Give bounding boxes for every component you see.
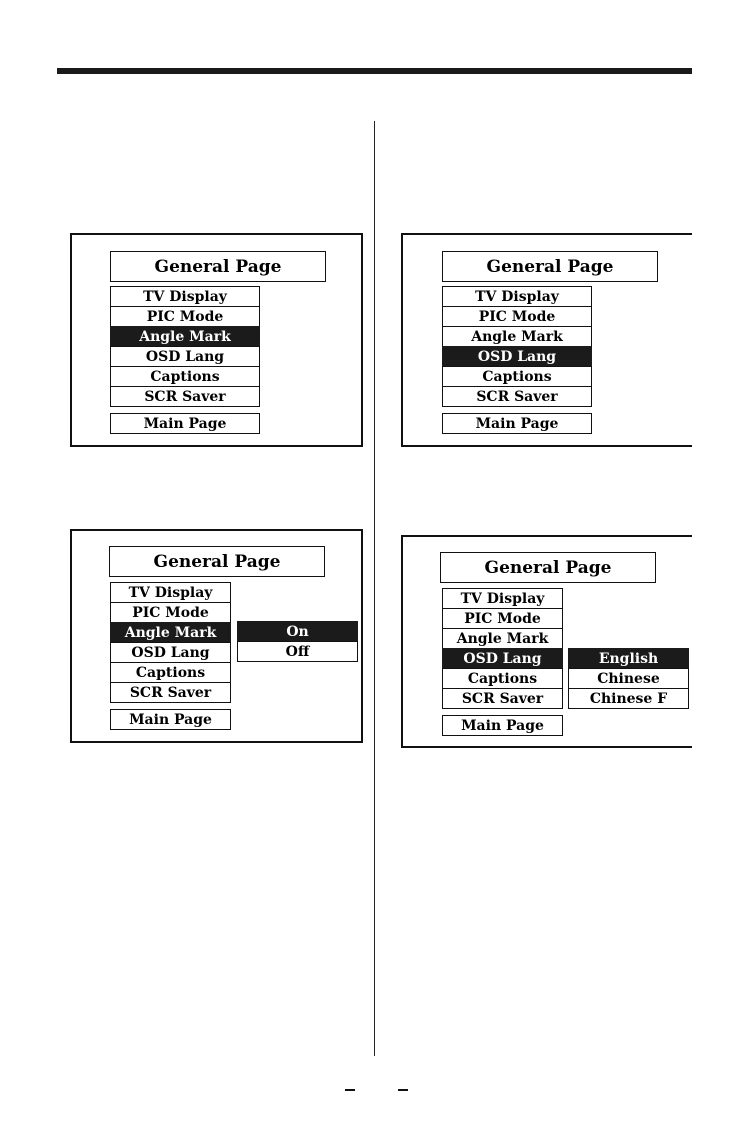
option-on[interactable]: On: [237, 621, 358, 642]
page-title: General Page: [110, 251, 326, 282]
menu-item-captions[interactable]: Captions: [442, 668, 563, 689]
menu-item-scr-saver[interactable]: SCR Saver: [110, 682, 231, 703]
menu-item-osd-lang[interactable]: OSD Lang: [110, 642, 231, 663]
column-divider: [374, 121, 375, 1056]
menu-item-pic-mode[interactable]: PIC Mode: [442, 608, 563, 629]
main-page-button[interactable]: Main Page: [442, 715, 563, 736]
menu-item-osd-lang[interactable]: OSD Lang: [442, 346, 592, 367]
footer-mark-left: [345, 1089, 355, 1091]
menu-item-scr-saver[interactable]: SCR Saver: [442, 386, 592, 407]
option-chinese-f[interactable]: Chinese F: [568, 688, 689, 709]
osd-panel-angle-mark-submenu: [70, 529, 363, 743]
menu-item-tv-display[interactable]: TV Display: [110, 286, 260, 307]
page-title: General Page: [440, 552, 656, 583]
menu-item-tv-display[interactable]: TV Display: [442, 588, 563, 609]
menu-item-osd-lang[interactable]: OSD Lang: [442, 648, 563, 669]
menu-item-tv-display[interactable]: TV Display: [442, 286, 592, 307]
menu-item-angle-mark[interactable]: Angle Mark: [442, 628, 563, 649]
option-off[interactable]: Off: [237, 641, 358, 662]
menu-item-pic-mode[interactable]: PIC Mode: [110, 602, 231, 623]
osd-panel-osd-lang-selected: [401, 233, 692, 447]
menu-item-captions[interactable]: Captions: [110, 366, 260, 387]
menu-item-captions[interactable]: Captions: [110, 662, 231, 683]
osd-panel-osd-lang-submenu: [401, 535, 692, 748]
menu-item-osd-lang[interactable]: OSD Lang: [110, 346, 260, 367]
option-chinese[interactable]: Chinese: [568, 668, 689, 689]
option-english[interactable]: English: [568, 648, 689, 669]
menu-item-captions[interactable]: Captions: [442, 366, 592, 387]
menu-item-angle-mark[interactable]: Angle Mark: [110, 326, 260, 347]
menu-item-pic-mode[interactable]: PIC Mode: [110, 306, 260, 327]
main-page-button[interactable]: Main Page: [110, 709, 231, 730]
main-page-button[interactable]: Main Page: [442, 413, 592, 434]
menu-item-tv-display[interactable]: TV Display: [110, 582, 231, 603]
menu-item-scr-saver[interactable]: SCR Saver: [442, 688, 563, 709]
footer-mark-right: [398, 1089, 408, 1091]
main-page-button[interactable]: Main Page: [110, 413, 260, 434]
menu-item-angle-mark[interactable]: Angle Mark: [110, 622, 231, 643]
osd-panel-angle-mark-selected: [70, 233, 363, 447]
menu-item-pic-mode[interactable]: PIC Mode: [442, 306, 592, 327]
menu-item-angle-mark[interactable]: Angle Mark: [442, 326, 592, 347]
menu-item-scr-saver[interactable]: SCR Saver: [110, 386, 260, 407]
top-rule: [57, 68, 692, 74]
page-title: General Page: [442, 251, 658, 282]
page-title: General Page: [109, 546, 325, 577]
